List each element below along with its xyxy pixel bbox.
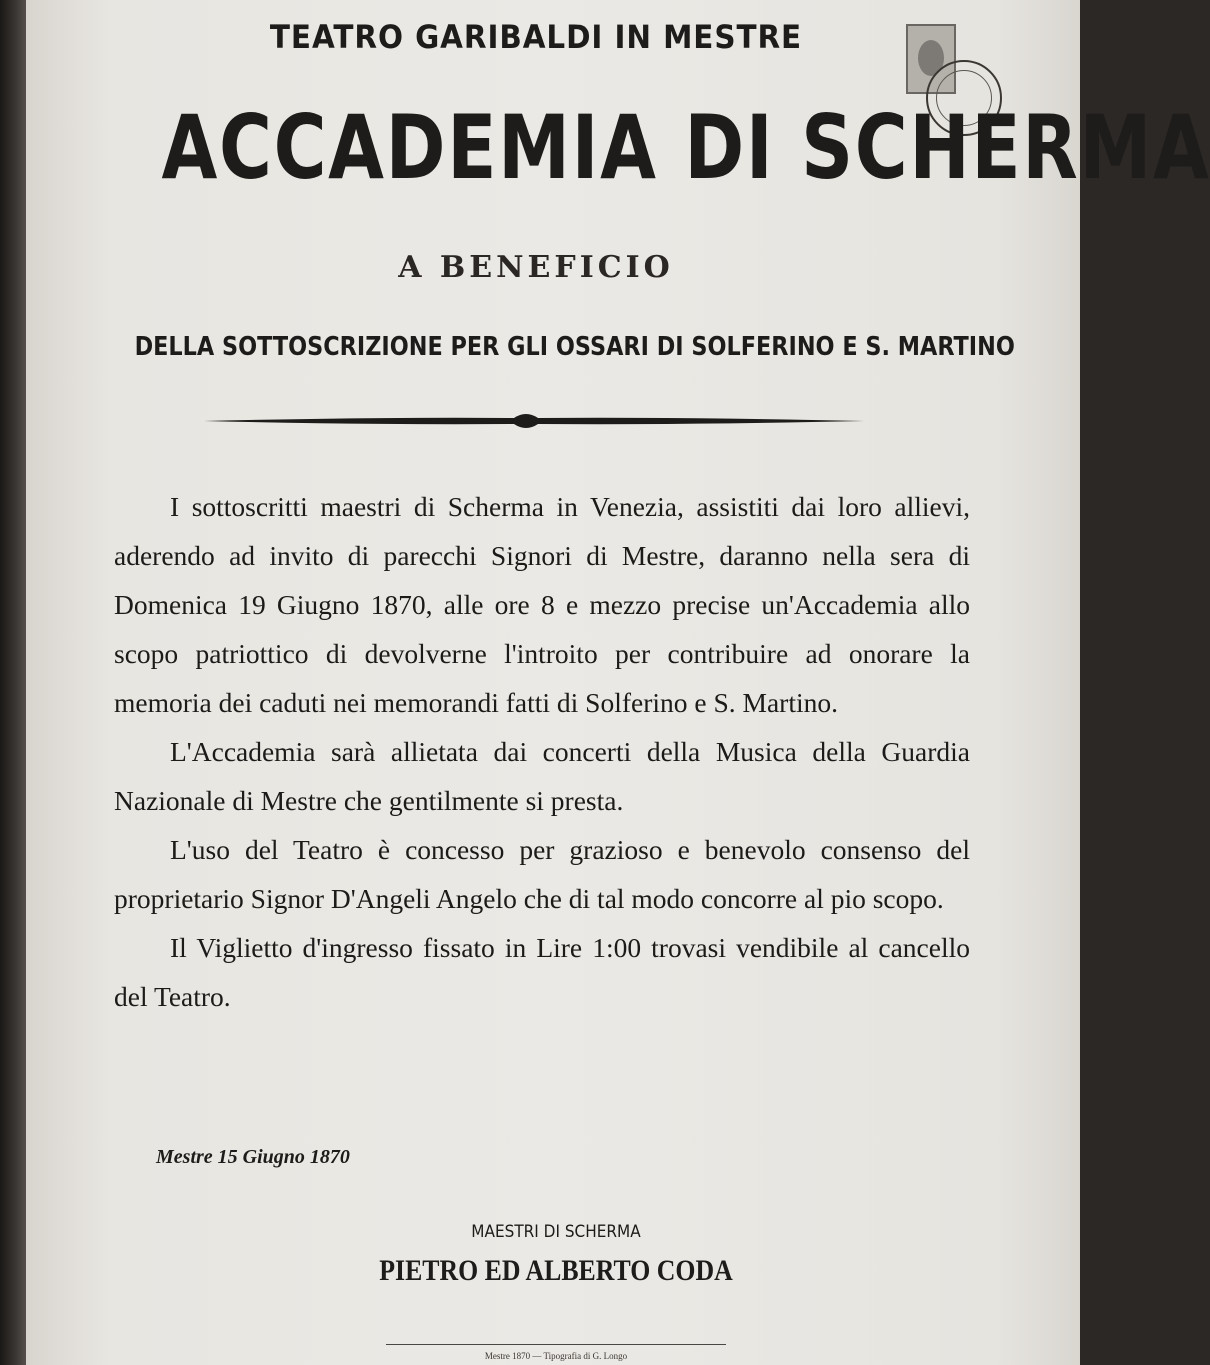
- footer-rule: [386, 1344, 726, 1345]
- printer-imprint: Mestre 1870 — Tipografia di G. Longo: [484, 1351, 628, 1361]
- paragraph-music: L'Accademia sarà allietata dai concerti della Musica della Guardia Nazionale di Mestre che gentilmente si presta.: [114, 736, 970, 816]
- book-binding-edge: [0, 0, 26, 1365]
- announcement-body: [114, 482, 970, 1021]
- paragraph-ticket: Il Viglietto d'ingresso fissato in Lire 1:00 trovasi vendibile al cancello del Teatro.: [114, 932, 970, 1012]
- subscription-heading: DELLA SOTTOSCRIZIONE PER GLI OSSARI DI SOLFERINO E S. MARTINO: [134, 332, 1015, 362]
- ornamental-rule: [204, 406, 864, 436]
- masters-names: PIETRO ED ALBERTO CODA: [379, 1254, 733, 1287]
- masters-title: MAESTRI DI SCHERMA: [471, 1222, 641, 1242]
- dateline: Mestre 15 Giugno 1870: [156, 1146, 350, 1168]
- poster-page: [26, 0, 1210, 1365]
- benefit-heading: A BENEFICIO: [398, 250, 674, 285]
- paragraph-theatre-use: L'uso del Teatro è concesso per grazioso e benevolo consenso del proprietario Signor D'Angeli Angelo che di tal modo concorre al pio scopo.: [114, 834, 970, 914]
- paragraph-invitation: I sottoscritti maestri di Scherma in Venezia, assistiti dai loro allievi, aderendo ad invito di parecchi Signori di Mestre, daranno nella sera di Domenica 19 Giugno 1870, alle ore 8 e mezzo precise un'Accademia allo scopo patriottico di devolverne l'introito per contribuire ad onorare la memoria dei caduti nei memorandi fatti di Solferino e S. Martino.: [114, 491, 970, 718]
- theatre-heading: TEATRO GARIBALDI IN MESTRE: [269, 18, 803, 56]
- poster-title: ACCADEMIA DI SCHERMA: [161, 96, 1210, 199]
